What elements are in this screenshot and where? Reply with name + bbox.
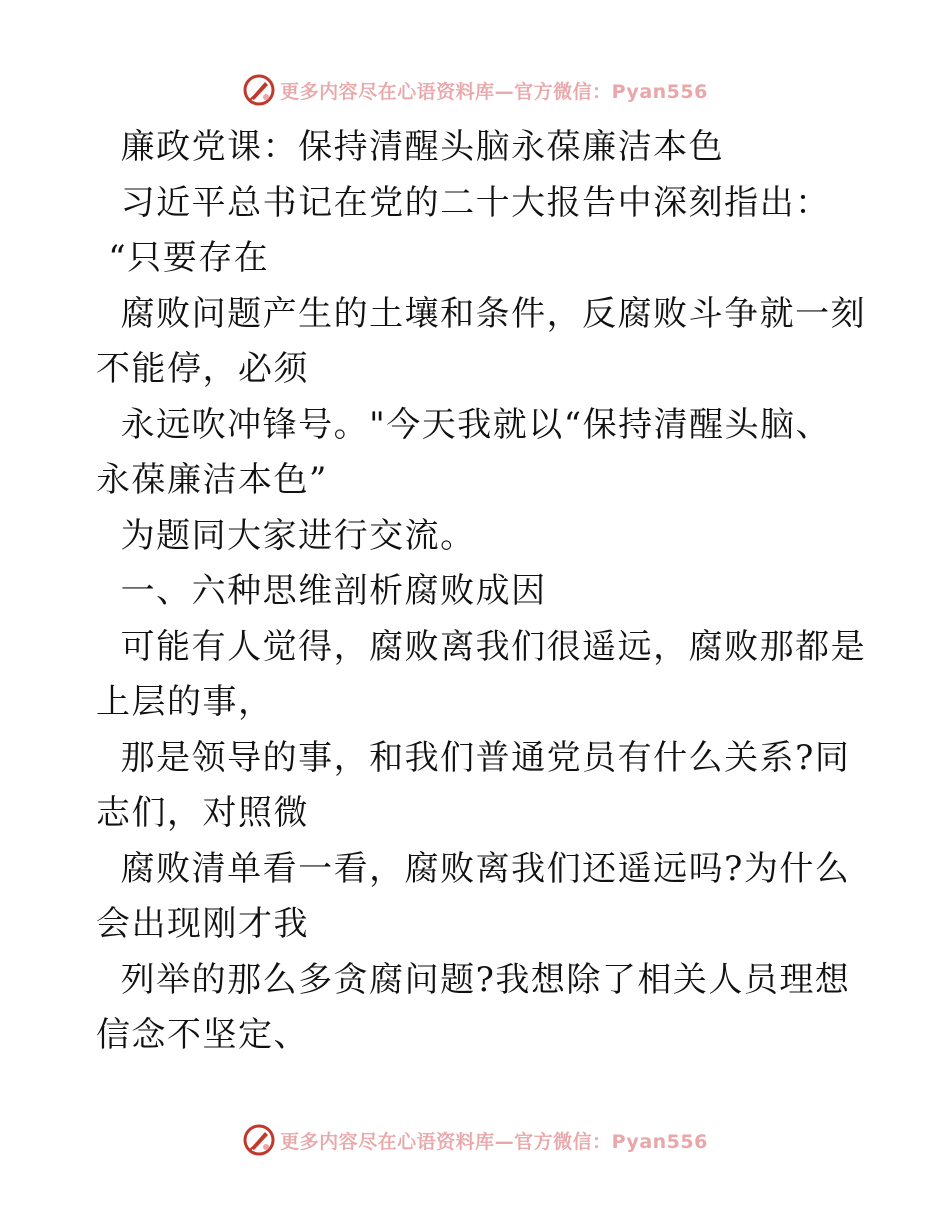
footer-watermark	[0, 1120, 950, 1160]
document-body	[96, 120, 867, 1064]
quill-seal-icon	[242, 1123, 276, 1157]
doc-line-9: 一、六种思维剖析腐败成因	[96, 571, 547, 611]
doc-line-8: 为题同大家进行交流。	[96, 515, 476, 556]
doc-line-12: 那是领导的事，和我们普通党员有什么关系?同	[96, 737, 851, 778]
doc-line-10: 可能有人觉得，腐败离我们很遥远，腐败那都是	[96, 626, 867, 667]
header-watermark	[0, 70, 950, 110]
watermark-text-bottom: 更多内容尽在心语资料库—官方微信：Pyan556	[280, 1130, 708, 1153]
doc-line-11: 上层的事，	[96, 682, 274, 722]
doc-line-4: 腐败问题产生的土壤和条件，反腐败斗争就一刻	[96, 293, 867, 334]
doc-line-15: 会出现刚才我	[96, 904, 309, 944]
watermark-text-top: 更多内容尽在心语资料库—官方微信：Pyan556	[280, 80, 708, 103]
doc-line-7: 永葆廉洁本色”	[96, 460, 328, 500]
doc-line-16: 列举的那么多贪腐问题?我想除了相关人员理想	[96, 959, 851, 1000]
doc-line-1: 廉政党课：保持清醒头脑永葆廉洁本色	[96, 127, 725, 167]
doc-line-5: 不能停，必须	[96, 349, 309, 389]
doc-line-17: 信念不坚定、	[96, 1015, 309, 1055]
doc-line-6: 永远吹冲锋号。"今天我就以“保持清醒头脑、	[96, 404, 832, 445]
doc-line-13: 志们，对照微	[96, 793, 309, 833]
doc-line-2: 习近平总书记在党的二十大报告中深刻指出：	[96, 182, 831, 223]
quill-seal-icon	[242, 73, 276, 107]
doc-line-3: “只要存在	[96, 238, 270, 278]
doc-line-14: 腐败清单看一看，腐败离我们还遥远吗?为什么	[96, 848, 851, 889]
